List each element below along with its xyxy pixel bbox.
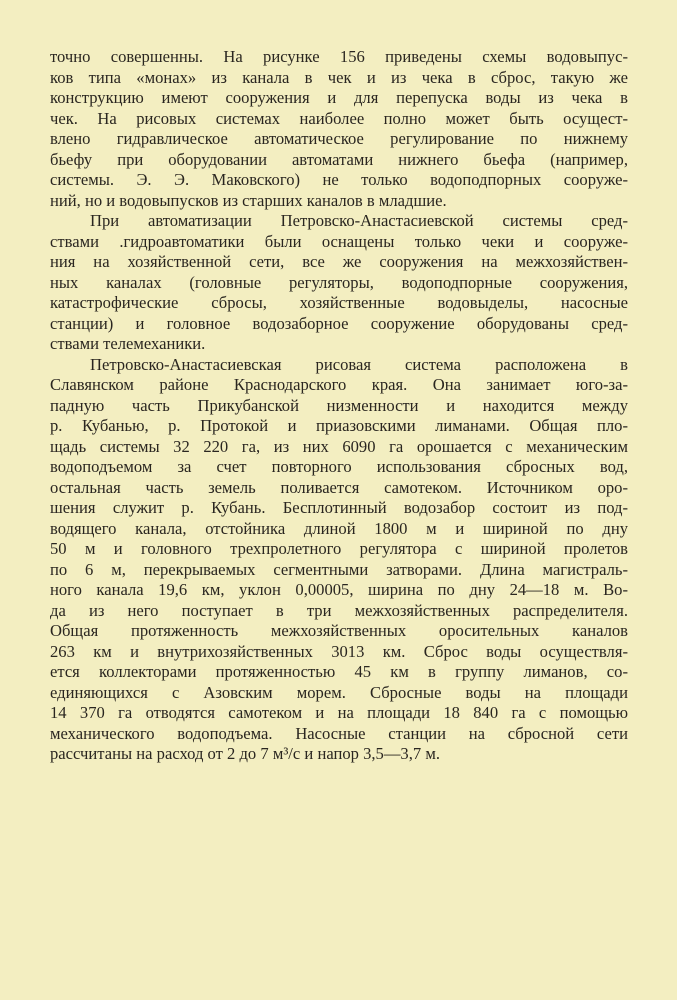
text-line: водящего канала, отстойника длиной 1800 м и шириной по дну xyxy=(50,518,628,538)
text-line: щадь системы 32 220 га, из них 6090 га орошается с механическим xyxy=(50,436,628,456)
text-line: водоподъемом за счет повторного использования сбросных вод, xyxy=(50,457,628,476)
text-line: по 6 м, перекрываемых сегментными затворами. Длина магистраль- xyxy=(50,559,628,579)
text-line: Общая протяженность межхозяйственных оросительных каналов xyxy=(50,621,628,640)
text-line: При автоматизации Петровско-Анастасиевской системы сред- xyxy=(90,211,628,230)
text-line: 263 км и внутрихозяйственных 3013 км. Сброс воды осуществля- xyxy=(50,641,628,661)
text-line: чек. На рисовых системах наиболее полно может быть осущест- xyxy=(50,108,628,128)
text-line: катастрофические сбросы, хозяйственные водовыделы, насосные xyxy=(50,293,628,312)
text-line: конструкцию имеют сооружения и для перепуска воды из чека в xyxy=(50,88,628,107)
text-line: да из него поступает в три межхозяйственных распределителя. xyxy=(50,600,628,620)
text-line: ков типа «монах» из канала в чек и из чека в сброс, такую же xyxy=(50,67,628,87)
text-line: ного канала 19,6 км, уклон 0,00005, ширина по дну 24—18 м. Во- xyxy=(50,580,628,599)
text-line: системы. Э. Э. Маковского) не только водоподпорных сооруже- xyxy=(50,170,628,189)
text-line: бьефу при оборудовании автоматами нижнего бьефа (например, xyxy=(50,149,628,169)
text-line: Славянском районе Краснодарского края. Она занимает юго-за- xyxy=(50,375,628,394)
text-line: падную часть Прикубанской низменности и находится между xyxy=(50,395,628,415)
page-text xyxy=(50,47,628,765)
text-line: единяющихся с Азовским морем. Сбросные воды на площади xyxy=(50,682,628,702)
text-line: остальная часть земель поливается самотеком. Источником оро- xyxy=(50,477,628,497)
text-line: 14 370 га отводятся самотеком и на площади 18 840 га с помощью xyxy=(50,703,628,722)
text-line: ствами .гидроавтоматики были оснащены только чеки и сооруже- xyxy=(50,231,628,251)
text-line: ствами телемеханики. xyxy=(50,334,206,353)
text-line: шения служит р. Кубань. Бесплотинный водозабор состоит из под- xyxy=(50,498,628,517)
text-line: ных каналах (головные регуляторы, водоподпорные сооружения, xyxy=(50,272,628,292)
text-line: станции) и головное водозаборное сооружение оборудованы сред- xyxy=(50,313,628,333)
text-line: 50 м и головного трехпролетного регулятора с шириной пролетов xyxy=(50,539,628,558)
text-line: Петровско-Анастасиевская рисовая система расположена в xyxy=(90,354,628,374)
text-line: рассчитаны на расход от 2 до 7 м³/с и напор 3,5—3,7 м. xyxy=(50,744,440,763)
text-line: механического водоподъема. Насосные станции на сбросной сети xyxy=(50,723,628,743)
text-line: влено гидравлическое автоматическое регулирование по нижнему xyxy=(50,129,628,148)
text-line: ется коллекторами протяженностью 45 км в группу лиманов, со- xyxy=(50,662,628,681)
text-line: р. Кубанью, р. Протокой и приазовскими лиманами. Общая пло- xyxy=(50,416,628,435)
text-line: ния на хозяйственной сети, все же сооружения на межхозяйствен- xyxy=(50,252,628,271)
text-line: точно совершенны. На рисунке 156 приведены схемы водовыпус- xyxy=(50,47,628,66)
text-line: ний, но и водовыпусков из старших каналов в младшие. xyxy=(50,190,447,210)
